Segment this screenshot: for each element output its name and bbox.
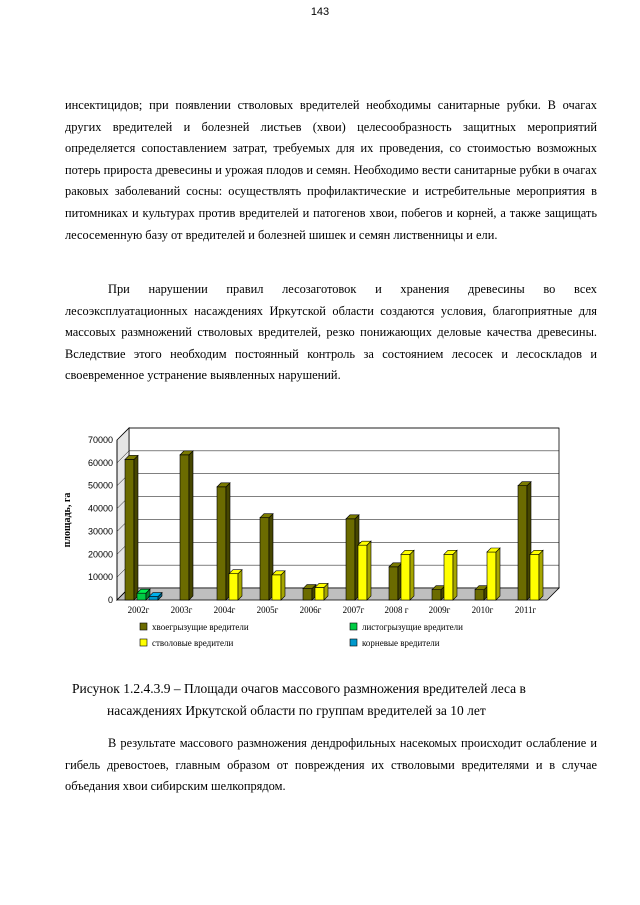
bar <box>401 554 410 600</box>
figure-caption-line-1: Рисунок 1.2.4.3.9 – Площади очагов массового размножения вредителей леса в <box>72 681 526 696</box>
y-tick-label: 30000 <box>87 526 113 537</box>
paragraph-2: При нарушении правил лесозаготовок и хранения древесины во всех лесоэксплуатационных насаждениях Иркутской области создаются условия, благоприятные для массовых размножений стволовых вредителей, резко понижающих деловые качества древесины. Вследствие этого необходим постоянный контроль за состоянием лесосек и лесоскладов и своевременное устранение выявленных нарушений. <box>65 282 597 383</box>
x-tick-label: 2003г <box>170 605 193 615</box>
bar <box>346 519 355 600</box>
y-tick-label: 10000 <box>87 572 113 583</box>
bar <box>303 589 312 600</box>
figure-caption-line-2: насаждениях Иркутской области по группам вредителей за 10 лет <box>107 703 486 718</box>
legend-label: листогрызущие вредители <box>362 622 463 632</box>
bar <box>272 575 281 600</box>
bar <box>358 545 367 600</box>
legend-swatch <box>140 639 147 646</box>
bar-side <box>453 550 457 600</box>
y-tick-label: 40000 <box>87 503 113 514</box>
bar-side <box>281 571 285 600</box>
bar-side <box>238 570 242 600</box>
legend-label: корневые вредители <box>362 638 440 648</box>
legend-label: хвоегрызущие вредители <box>152 622 249 632</box>
bar <box>389 567 398 600</box>
x-tick-label: 2008 г <box>384 605 409 615</box>
legend-swatch <box>350 623 357 630</box>
x-tick-label: 2011г <box>514 605 537 615</box>
paragraph-3: В результате массового размножения дендрофильных насекомых происходит ослабление и гибель древостоев, главным образом от повреждения их стволовыми вредителями и в случае объедания хвои сибирским шелкопрядом. <box>65 736 597 794</box>
y-axis-title: площадь, га <box>62 492 73 548</box>
bar-side <box>189 451 193 600</box>
bar <box>137 593 146 600</box>
bar <box>518 486 527 600</box>
bar <box>180 455 189 600</box>
bar <box>315 587 324 600</box>
bar <box>229 574 238 600</box>
x-tick-label: 2005г <box>256 605 279 615</box>
bar <box>530 554 539 600</box>
y-tick-label: 20000 <box>87 549 113 560</box>
bar-side <box>367 541 371 600</box>
page-number: 143 <box>310 6 330 18</box>
x-tick-label: 2002г <box>127 605 150 615</box>
x-tick-label: 2006г <box>299 605 322 615</box>
bar <box>432 590 441 600</box>
x-tick-label: 2007г <box>342 605 365 615</box>
y-tick-label: 0 <box>107 595 113 605</box>
bar-side <box>539 550 543 600</box>
legend-swatch <box>140 623 147 630</box>
y-tick-label: 60000 <box>87 457 113 468</box>
legend-swatch <box>350 639 357 646</box>
bar-side <box>134 455 138 600</box>
x-tick-label: 2004г <box>213 605 236 615</box>
bar <box>217 487 226 600</box>
bar-side <box>410 550 414 600</box>
y-tick-label: 50000 <box>87 480 113 491</box>
bar <box>149 597 158 600</box>
x-tick-label: 2009г <box>428 605 451 615</box>
bar <box>260 518 269 600</box>
bar <box>444 554 453 600</box>
bar-side <box>496 548 500 600</box>
paragraph-1: инсектицидов; при появлении стволовых вредителей необходимы санитарные рубки. В очагах других вредителей и болезней листьев (хвои) целесообразность защитных мероприятий определяется сопоставлением затрат, требуемых для их проведения, со стоимостью возможных потерь прироста древесины и урожая плодов и семян. Необходимо вести санитарные рубки в очагах раковых заболеваний сосны: осуществлять профилактические и истребительные мероприятия в питомниках и культурах против вредителей и патогенов хвои, побегов и корней, а также защищать лесосеменную базу от вредителей и болезней шишек и семян лиственницы и ели. <box>65 98 597 242</box>
x-tick-label: 2010г <box>471 605 494 615</box>
bar <box>487 552 496 600</box>
pest-area-bar-chart <box>60 425 580 661</box>
legend-label: стволовые вредители <box>152 638 234 648</box>
bar <box>475 590 484 600</box>
bar <box>125 459 134 600</box>
y-tick-label: 70000 <box>87 435 113 445</box>
